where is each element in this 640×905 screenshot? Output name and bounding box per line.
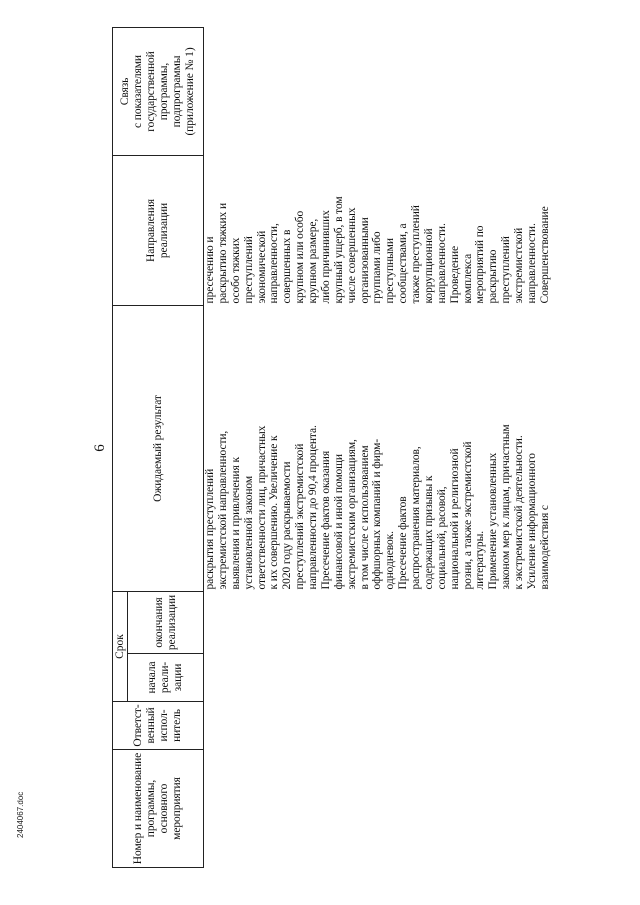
row-term-start	[204, 654, 552, 702]
row-number-name	[204, 750, 552, 868]
row-link-indicators	[204, 27, 552, 155]
program-table	[112, 27, 552, 868]
header-link-indicators: Связь с показателями государственной программы, подпрограммы (приложение № 1)	[113, 27, 204, 155]
header-term-end: окончания реализации	[128, 591, 204, 653]
row-term-end	[204, 591, 552, 653]
header-responsible: Ответст- венный испол- нитель	[113, 702, 204, 750]
page-number: 6	[92, 444, 108, 452]
row-directions: пресечению и раскрытию тяжких и особо тяжких преступлений экономической направленности, совершенных в крупном или особо крупном размере, либо причинивших крупный ущерб, в том числе совершенных организованными группами либо преступными сообществами, а также преступлений коррупционной направленности. Проведение комплекса мероприятий по раскрытию преступлений экстремистской направленности. Совершенствование	[204, 196, 551, 304]
row-responsible	[204, 702, 552, 750]
header-directions: Направления реализации	[113, 155, 204, 305]
rotated-page-content	[90, 28, 570, 868]
file-name-label: 2404067.doc	[16, 791, 25, 838]
table-row	[204, 27, 552, 867]
header-expected-result: Ожидаемый результат	[113, 305, 204, 591]
header-number-name: Номер и наименование программы, основного мероприятия	[113, 750, 204, 868]
row-expected-result: раскрытия преступлений экстремистской направленности, выявления и привлечения к установленной законом ответственности лиц, причастных к их совершению. Увеличение к 2020 году раскрываемости преступлений экстремистской направленности до 90,4 процента. Пресечение фактов оказания финансовой и иной помощи экстремистским организациям, в том числе с использованием оффшорных компаний и фирм- однодневок. Пресечение фактов распространения материалов, содержащих призывы к социальной, расовой, национальной и религиозной розни, а также экстремистской литературы. Применение установленных законом мер к лицам, причастным к экстремистской деятельности. Усиление информационного взаимодействия с	[204, 424, 551, 590]
header-term: Срок	[113, 591, 128, 701]
header-term-start: начала реали- зации	[128, 654, 204, 702]
header-row-top	[113, 27, 128, 867]
